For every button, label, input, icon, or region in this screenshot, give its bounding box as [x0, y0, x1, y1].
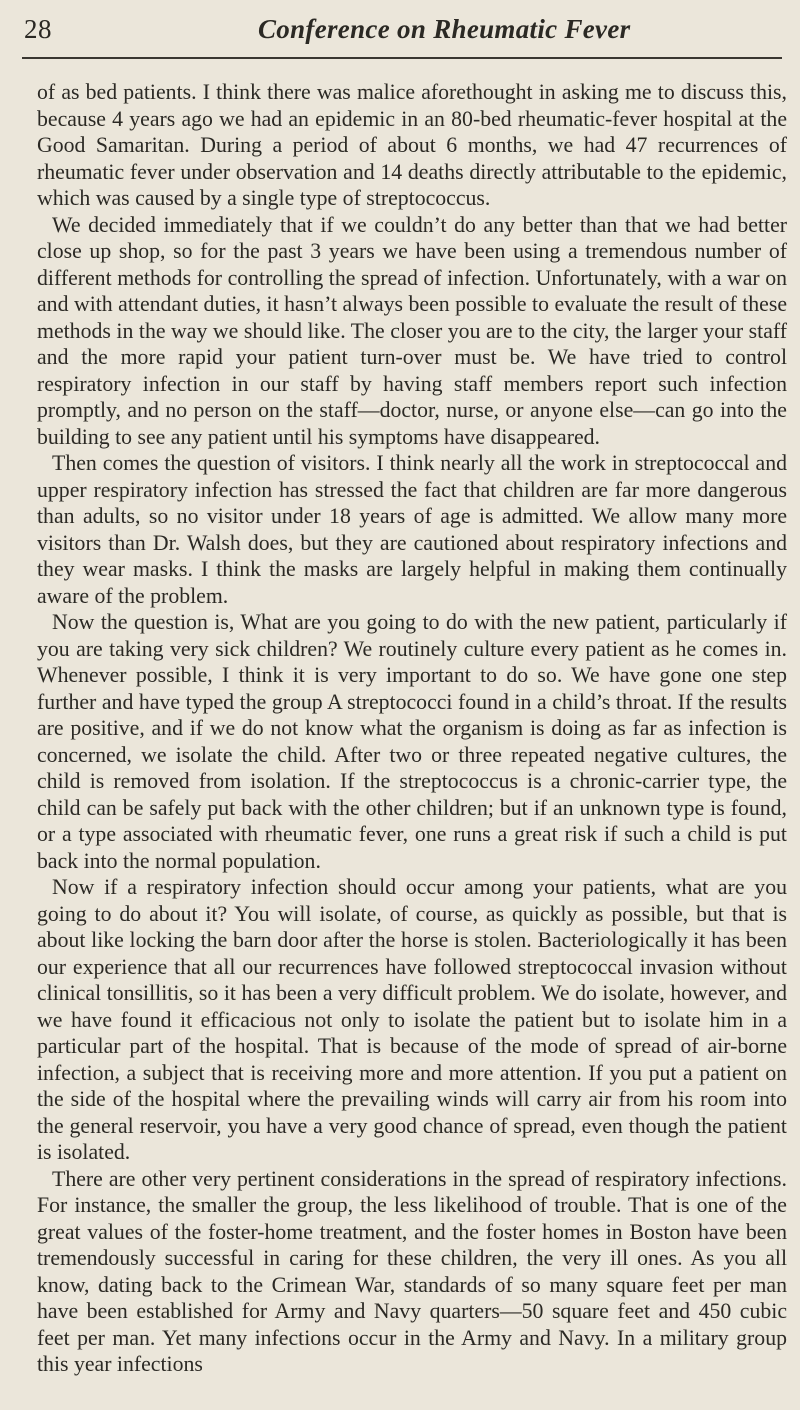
- paragraph-continued: of as bed patients. I think there was malice aforethought in asking me to discuss this, because 4 years ago we had an epidemic in an 80-bed rheumatic-fever hospital at the Good Samaritan. During a period of about 6 months, we had 47 recurrences of rheumatic fever under observation and 14 deaths directly attributable to the epidemic, which was caused by a single type of streptococcus.: [37, 80, 787, 210]
- paragraph-group-size: There are other very pertinent considerations in the spread of respiratory infections. For instance, the smaller the group, the less likelihood of trouble. That is one of the great values of the foster-home treatment, and the foster homes in Boston have been tremendously successful in caring for these children, the very ill ones. As you all know, dating back to the Crimean War, standards of so many square feet per man have been established for Army and Navy quarters—50 square feet and 450 cubic feet per man. Yet many infections occur in the Army and Navy. In a military group this year infections: [37, 1166, 787, 1376]
- paragraph-isolation: Now if a respiratory infection should occur among your patients, what are you going to do about it? You will isolate, of course, as quickly as possible, but that is about like locking the barn door after the horse is stolen. Bacteriologically it has been our experience that all our recurrences have followed streptococcal invasion without clinical tonsillitis, so it has been a very difficult problem. We do isolate, however, and we have found it efficacious not only to isolate the patient but to isolate him in a particular part of the hospital. That is because of the mode of spread of air-borne infection, a subject that is receiving more and more attention. If you put a patient on the side of the hospital where the prevailing winds will carry air from his room into the general reservoir, you have a very good chance of spread, even though the patient is isolated.: [37, 875, 787, 1164]
- header-rule: [22, 57, 782, 59]
- paragraph-new-patient: Now the question is, What are you going to do with the new patient, particularly if you are taking very sick children? We routinely culture every patient as he comes in. Whenever possible, I think it is very important to do so. We have gone one step further and have typed the group A streptococci found in a child’s throat. If the results are positive, and if we do not know what the organism is doing as far as infection is concerned, we isolate the child. After two or three repeated negative cultures, the child is removed from isolation. If the streptococcus is a chronic-carrier type, the child can be safely put back with the other children; but if an unknown type is found, or a type associated with rheumatic fever, one runs a great risk if such a child is put back into the normal population.: [37, 610, 787, 873]
- running-title: Conference on Rheumatic Fever: [258, 14, 631, 44]
- page-number: 28: [24, 14, 52, 44]
- paragraph-infection-control: We decided immediately that if we couldn’t do any better than that we had better close up shop, so for the past 3 years we have been using a tremendous number of different methods for controlling the spread of infection. Unfortunately, with a war on and with attendant duties, it hasn’t always been possible to evaluate the result of these methods in the way we should like. The closer you are to the city, the larger your staff and the more rapid your patient turn-over must be. We have tried to control respiratory infection in our staff by having staff members report such infection promptly, and no person on the staff—doctor, nurse, or anyone else—can go into the building to see any patient until his symptoms have disappeared.: [37, 212, 787, 449]
- running-head: [24, 10, 784, 48]
- body-text: [37, 79, 787, 1378]
- paragraph-visitors: Then comes the question of visitors. I think nearly all the work in streptococcal and upper respiratory infection has stressed the fact that children are far more dangerous than adults, so no visitor under 18 years of age is admitted. We allow many more visitors than Dr. Walsh does, but they are cautioned about respiratory infections and they wear masks. I think the masks are largely helpful in making them continually aware of the problem.: [37, 451, 787, 608]
